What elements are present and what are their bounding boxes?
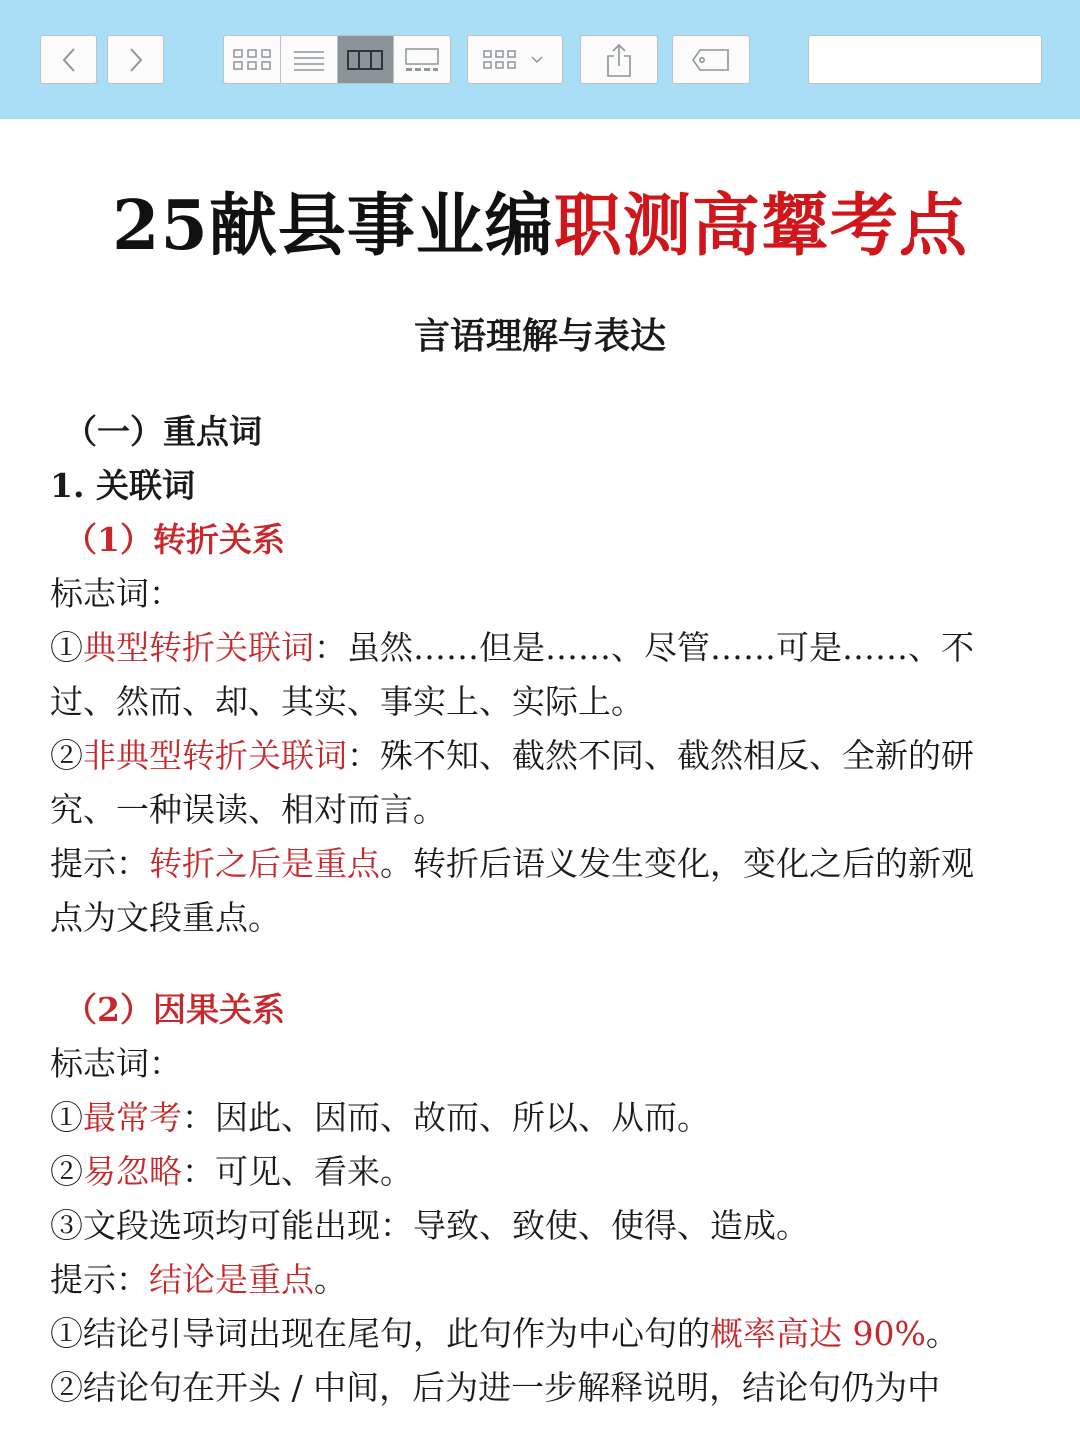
paragraph-continued: 过、然而、却、其实、事实上、实际上。 [50, 682, 644, 721]
paragraph-typical-adversative: ①典型转折关联词：虽然……但是……、尽管……可是……、不 [50, 628, 974, 667]
marker-label: 标志词： [50, 574, 182, 613]
document-title [0, 172, 1080, 269]
tip-adversative: 提示：转折之后是重点。转折后语义发生变化，变化之后的新观 [50, 844, 974, 883]
toolbar [0, 0, 1080, 119]
chevron-left-icon [59, 45, 79, 75]
search-field[interactable] [808, 35, 1042, 84]
document-body [50, 405, 1030, 1415]
section-adversative: （1）转折关系 [64, 520, 285, 559]
gallery-view-button[interactable] [394, 36, 450, 83]
causal-most-tested: ①最常考：因此、因而、故而、所以、从而。 [50, 1098, 710, 1137]
column-view-button[interactable] [338, 36, 395, 83]
paragraph-continued: 点为文段重点。 [50, 898, 281, 937]
tip-causal: 提示：结论是重点。 [50, 1260, 347, 1299]
paragraph-atypical-adversative: ②非典型转折关联词：殊不知、截然不同、截然相反、全新的研 [50, 736, 974, 775]
heading-key-words: （一）重点词 [64, 412, 262, 451]
causal-easily-ignored: ②易忽略：可见、看来。 [50, 1152, 413, 1191]
paragraph-continued: 究、一种误读、相对而言。 [50, 790, 446, 829]
column-view-icon [346, 49, 384, 71]
chevron-right-icon [126, 45, 146, 75]
share-button[interactable] [580, 35, 658, 84]
forward-button[interactable] [107, 35, 164, 84]
title-red-part: 职测高颦考点 [553, 186, 968, 266]
grid-dropdown-icon [480, 47, 550, 73]
section-subtitle: 言语理解与表达 [413, 315, 666, 357]
spacer [50, 945, 1030, 983]
marker-label: 标志词： [50, 1044, 182, 1083]
list-view-icon [292, 48, 326, 72]
grid-view-icon [232, 47, 272, 73]
grid-view-button[interactable] [224, 36, 281, 83]
tag-button[interactable] [672, 35, 750, 84]
search-input[interactable] [825, 36, 1050, 83]
group-by-dropdown[interactable] [467, 35, 563, 84]
causal-both-places: ③文段选项均可能出现：导致、致使、使得、造成。 [50, 1206, 809, 1245]
gallery-view-icon [403, 47, 441, 73]
tag-icon [690, 47, 732, 73]
heading-conjunctions: 1. 关联词 [50, 466, 195, 505]
back-button[interactable] [40, 35, 97, 84]
conclusion-rule-1: ①结论引导词出现在尾句，此句作为中心句的概率高达 90%。 [50, 1314, 959, 1353]
conclusion-rule-2: ②结论句在开头 / 中间，后为进一步解释说明，结论句仍为中 [50, 1368, 941, 1407]
view-mode-segmented-control [223, 35, 451, 84]
title-black-part: 25献县事业编 [112, 186, 554, 266]
list-view-button[interactable] [281, 36, 338, 83]
section-causal: （2）因果关系 [64, 990, 285, 1029]
share-icon [604, 42, 634, 78]
